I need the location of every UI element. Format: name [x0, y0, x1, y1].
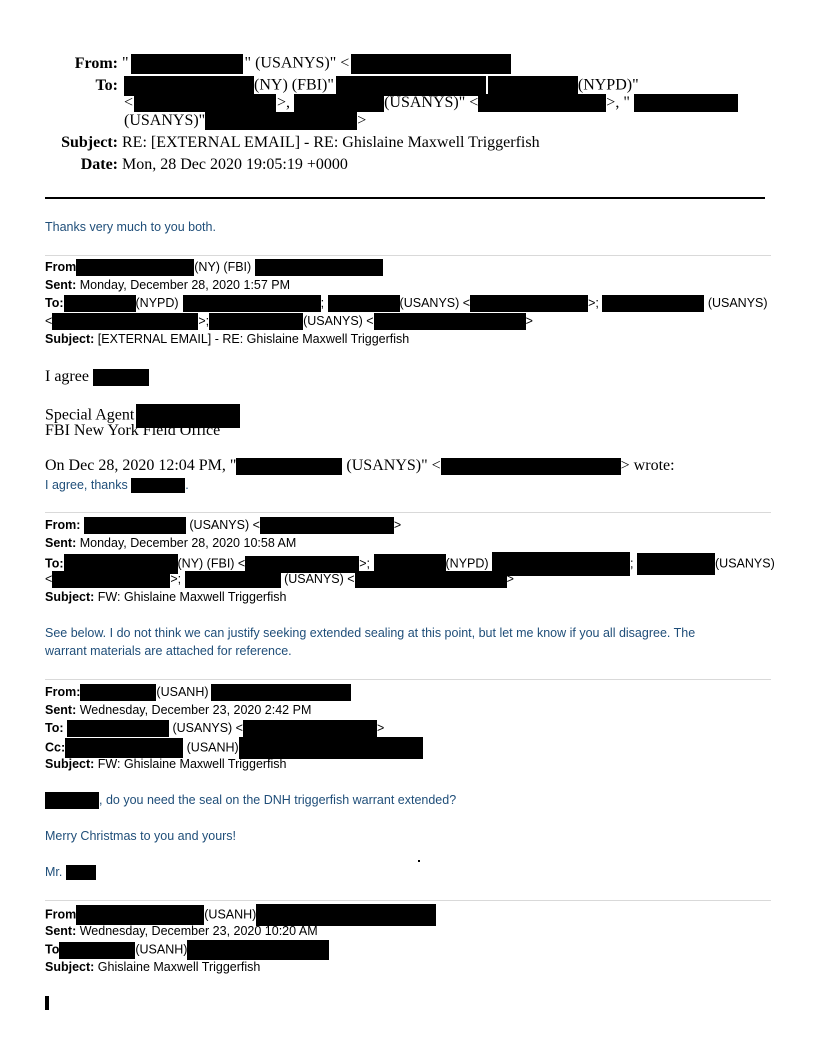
- subject-value: [EXTERNAL EMAIL] - RE: Ghislaine Maxwell Triggerfish: [97, 332, 410, 346]
- redaction: [131, 478, 185, 493]
- redaction: [478, 94, 606, 112]
- to-label: To:: [45, 556, 64, 571]
- to-line2-a: <: [124, 94, 134, 111]
- header-to-row: [48, 76, 639, 96]
- to-value: ;: [630, 556, 634, 571]
- to-label: To:: [45, 721, 64, 735]
- to-value: (NY) (FBI) <: [177, 556, 246, 571]
- header-date-row: [48, 156, 348, 174]
- redaction: [328, 295, 400, 312]
- redaction: [634, 94, 738, 112]
- attribution-text: > wrote:: [620, 457, 675, 474]
- from-value: (USANH): [204, 907, 257, 922]
- header-subject-row: [48, 134, 540, 152]
- redaction: [134, 94, 276, 112]
- redaction: [355, 571, 507, 588]
- subject-label: Subject:: [45, 960, 95, 974]
- redaction: [67, 720, 169, 737]
- from-label: From: [45, 260, 77, 274]
- redaction: [64, 295, 136, 312]
- to-line1-b: (NYPD)": [577, 76, 639, 94]
- to-value: <: [45, 572, 53, 586]
- redaction: [187, 940, 329, 960]
- redaction: [45, 792, 99, 809]
- quoted-to-row: [45, 719, 384, 737]
- signature-title: Special Agent: [45, 406, 135, 424]
- to-line2-c: (USANYS)" <: [384, 94, 479, 111]
- redaction: [183, 295, 321, 312]
- redaction: [351, 54, 511, 74]
- to-value: >;: [588, 296, 599, 310]
- attribution-text: On Dec 28, 2020 12:04 PM, ": [45, 457, 237, 474]
- quote-attribution: [45, 457, 675, 475]
- to-label: To: [45, 942, 60, 957]
- redaction: [52, 313, 198, 330]
- quoted-sent-row: [45, 276, 290, 294]
- subject-value: Ghislaine Maxwell Triggerfish: [97, 960, 261, 974]
- redaction: [441, 458, 621, 475]
- from-label: From:: [45, 518, 81, 532]
- redaction: [488, 76, 578, 96]
- subject-label: Subject:: [45, 757, 95, 771]
- date-value: Mon, 28 Dec 2020 19:05:19 +0000: [122, 156, 348, 173]
- subject-value: RE: [EXTERNAL EMAIL] - RE: Ghislaine Maxwell Triggerfish: [122, 134, 540, 151]
- quoted-subject-row: [45, 755, 287, 773]
- to-value: (USANYS): [715, 556, 775, 571]
- sent-value: Monday, December 28, 2020 10:58 AM: [79, 536, 297, 550]
- quoted-sent-row: [45, 701, 311, 719]
- to-line1-a: (NY) (FBI)": [254, 76, 334, 94]
- subject-value: FW: Ghislaine Maxwell Triggerfish: [97, 757, 287, 771]
- redaction: [602, 295, 704, 312]
- redaction: [211, 684, 351, 701]
- quoted-from-row: [45, 683, 351, 701]
- from-label: From: [45, 907, 77, 922]
- redaction: [76, 259, 194, 276]
- message-separator: [45, 679, 771, 680]
- quoted-subject-row: [45, 330, 409, 348]
- redaction: [255, 259, 383, 276]
- sent-label: Sent:: [45, 278, 77, 292]
- cc-label: Cc:: [45, 740, 66, 755]
- body-text: , do you need the seal on the DNH triggerfish warrant extended?: [99, 793, 457, 807]
- to-value: (USANH): [135, 942, 188, 957]
- to-label: To:: [95, 76, 118, 94]
- redaction: [205, 112, 357, 130]
- quoted-to-row2: [45, 570, 514, 588]
- to-value: ;: [320, 296, 325, 310]
- redaction: [260, 517, 394, 534]
- redaction: [243, 720, 377, 737]
- message-signoff: [45, 863, 96, 881]
- from-label: From:: [74, 54, 118, 72]
- redaction: [45, 996, 49, 1010]
- from-label: From:: [45, 685, 81, 699]
- redaction: [209, 313, 303, 330]
- to-line2-b: >,: [277, 94, 291, 111]
- redaction: [374, 313, 526, 330]
- message-separator: [45, 512, 771, 513]
- quoted-to-row: [45, 294, 768, 312]
- from-value: (NY) (FBI): [194, 260, 252, 274]
- stray-mark: [418, 860, 420, 862]
- header-from-row: [48, 54, 511, 74]
- to-value: (USANYS) <: [303, 314, 374, 328]
- to-value: (USANYS) <: [284, 572, 355, 586]
- quoted-to-row2: [45, 312, 533, 330]
- sent-label: Sent:: [45, 703, 77, 717]
- sent-value: Wednesday, December 23, 2020 2:42 PM: [79, 703, 312, 717]
- quoted-from-row: [45, 258, 383, 276]
- to-value: (USANYS) <: [172, 721, 243, 735]
- message-separator: [45, 255, 771, 256]
- sent-value: Wednesday, December 23, 2020 10:20 AM: [79, 924, 318, 938]
- cc-value: (USANH): [186, 740, 239, 755]
- to-line3-b: >: [357, 112, 367, 129]
- body-text: I agree: [45, 368, 89, 385]
- body-text: I agree, thanks: [45, 478, 128, 492]
- message-body-line1: See below. I do not think we can justify seeking extended sealing at this point, but let me know if you all disagree. The: [45, 626, 696, 640]
- message-separator: [45, 900, 771, 901]
- signature-line2: FBI New York Field Office: [45, 422, 221, 439]
- message-body: Merry Christmas to you and yours!: [45, 829, 237, 843]
- quoted-subject-row: [45, 588, 287, 606]
- body-text: Mr.: [45, 865, 63, 879]
- to-value: <: [45, 314, 53, 328]
- to-value: >;: [359, 556, 371, 571]
- redaction: [84, 517, 186, 534]
- quoted-from-row: [45, 516, 401, 534]
- quoted-sent-row: [45, 922, 318, 940]
- message-body: Thanks very much to you both.: [45, 220, 216, 234]
- redaction: [637, 553, 715, 575]
- header-divider: [45, 197, 765, 199]
- quoted-body: [45, 476, 189, 494]
- body-text: .: [185, 478, 189, 492]
- to-value: >: [506, 572, 514, 586]
- to-label: To:: [45, 296, 64, 310]
- quoted-to-row: [45, 940, 329, 960]
- to-line2-d: >, ": [606, 94, 630, 111]
- quoted-sent-row: [45, 534, 296, 552]
- from-value: (USANYS) <: [189, 518, 260, 532]
- from-value: >: [393, 518, 402, 532]
- to-value: >;: [170, 572, 182, 586]
- redaction: [66, 865, 96, 880]
- from-value: " (USANYS)" <: [244, 54, 350, 72]
- from-value: (USANH): [156, 685, 209, 699]
- message-body-line2: warrant materials are attached for reference.: [45, 644, 292, 658]
- to-value: (NYPD): [135, 296, 179, 310]
- to-value: >: [525, 314, 533, 328]
- redaction: [80, 684, 156, 701]
- to-value: >: [377, 721, 385, 735]
- redaction: [59, 942, 135, 959]
- quoted-subject-row: [45, 958, 260, 976]
- redaction: [470, 295, 588, 312]
- sent-value: Monday, December 28, 2020 1:57 PM: [79, 278, 291, 292]
- subject-value: FW: Ghislaine Maxwell Triggerfish: [97, 590, 287, 604]
- subject-label: Subject:: [45, 590, 95, 604]
- subject-label: Subject:: [61, 134, 118, 151]
- subject-label: Subject:: [45, 332, 95, 346]
- to-value: >;: [198, 314, 210, 328]
- to-line3-a: (USANYS)": [124, 112, 206, 129]
- attribution-text: (USANYS)" <: [346, 457, 441, 474]
- sent-label: Sent:: [45, 536, 77, 550]
- redaction: [185, 571, 281, 588]
- to-value: (NYPD): [445, 556, 489, 571]
- header-to-line3: [124, 112, 366, 130]
- message-body: [45, 368, 149, 386]
- redaction: [93, 369, 149, 386]
- redaction: [294, 94, 384, 112]
- header-to-line2: [124, 94, 738, 112]
- sent-label: Sent:: [45, 924, 77, 938]
- message-body: [45, 791, 456, 809]
- redaction: [236, 458, 342, 475]
- date-label: Date:: [80, 156, 118, 173]
- redaction: [131, 54, 243, 74]
- to-value: (USANYS) <: [399, 296, 471, 310]
- redaction: [124, 76, 254, 96]
- redaction: [52, 571, 170, 588]
- from-quote: ": [122, 54, 129, 72]
- redaction: [336, 76, 486, 96]
- to-value: (USANYS): [707, 296, 768, 310]
